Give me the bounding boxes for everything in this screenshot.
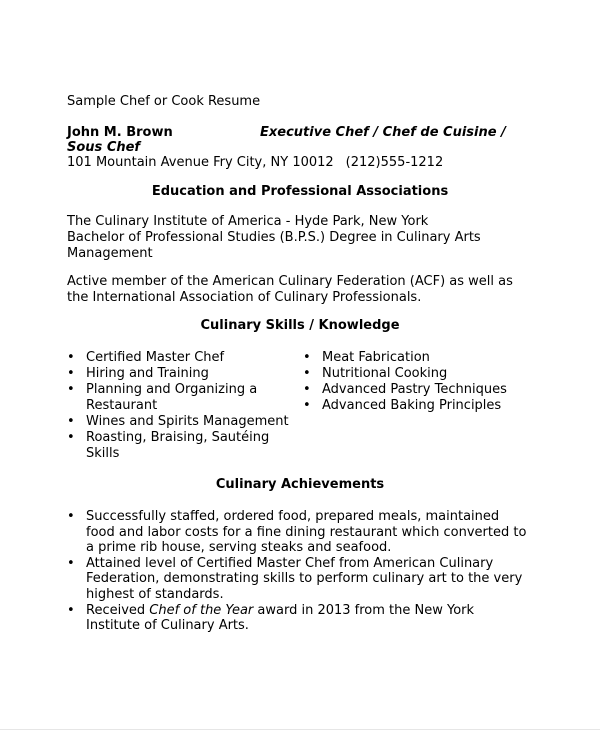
bullet-icon: • xyxy=(303,366,311,381)
achievements-heading: Culinary Achievements xyxy=(215,477,385,492)
education-heading: Education and Professional Associations xyxy=(151,184,449,199)
skills-list-right xyxy=(303,350,533,414)
list-item: • Planning and Organizing a Restaurant xyxy=(67,382,258,413)
award-name: Chef of the Year xyxy=(149,602,254,618)
skills-list-left xyxy=(67,350,292,462)
list-item: • Meat Fabrication xyxy=(303,350,430,365)
candidate-name: John M. Brown xyxy=(67,125,173,140)
bullet-icon: • xyxy=(67,366,75,381)
list-item: • Wines and Spirits Management xyxy=(67,414,289,429)
bullet-icon: • xyxy=(303,398,311,413)
professional-membership: Active member of the American Culinary Federation (ACF) as well as the International Association of Culinary Professionals. xyxy=(67,274,513,305)
bullet-icon: • xyxy=(67,430,75,445)
bullet-icon: • xyxy=(67,509,75,524)
bullet-icon: • xyxy=(67,555,75,571)
bullet-icon: • xyxy=(303,350,311,365)
bullet-icon: • xyxy=(67,602,75,618)
education-degree: Bachelor of Professional Studies (B.P.S.) Degree in Culinary Arts Management xyxy=(67,230,481,261)
list-item: • Received Chef of the Year award in 2013 from the New York Institute of Culinary Arts. xyxy=(67,602,475,634)
job-title: Executive Chef / Chef de Cuisine / Sous Chef xyxy=(67,125,506,155)
phone-number: (212)555-1212 xyxy=(345,155,444,170)
address: 101 Mountain Avenue Fry City, NY 10012 xyxy=(67,155,334,170)
skills-heading: Culinary Skills / Knowledge xyxy=(200,318,400,333)
list-item: • Certified Master Chef xyxy=(67,350,225,365)
bullet-icon: • xyxy=(303,382,311,397)
list-item: • Advanced Baking Principles xyxy=(303,398,502,413)
list-item: • Attained level of Certified Master Chef from American Culinary Federation, demonstrating skills to perform culinary art to the very highest of standards. xyxy=(67,555,523,602)
list-item: • Roasting, Braising, Sautéing Skills xyxy=(67,430,270,461)
list-item: • Nutritional Cooking xyxy=(303,366,448,381)
list-item: • Hiring and Training xyxy=(67,366,209,381)
contact-line xyxy=(67,155,443,171)
list-item: • Successfully staffed, ordered food, prepared meals, maintained food and labor costs for a fine dining restaurant which converted to a prime rib house, serving steaks and seafood. xyxy=(67,509,527,556)
bullet-icon: • xyxy=(67,382,75,397)
list-item: • Advanced Pastry Techniques xyxy=(303,382,507,397)
achievements-list xyxy=(67,509,532,634)
document-title: Sample Chef or Cook Resume xyxy=(67,94,261,109)
bullet-icon: • xyxy=(67,350,75,365)
bullet-icon: • xyxy=(67,414,75,429)
education-institution: The Culinary Institute of America - Hyde Park, New York xyxy=(67,214,429,229)
